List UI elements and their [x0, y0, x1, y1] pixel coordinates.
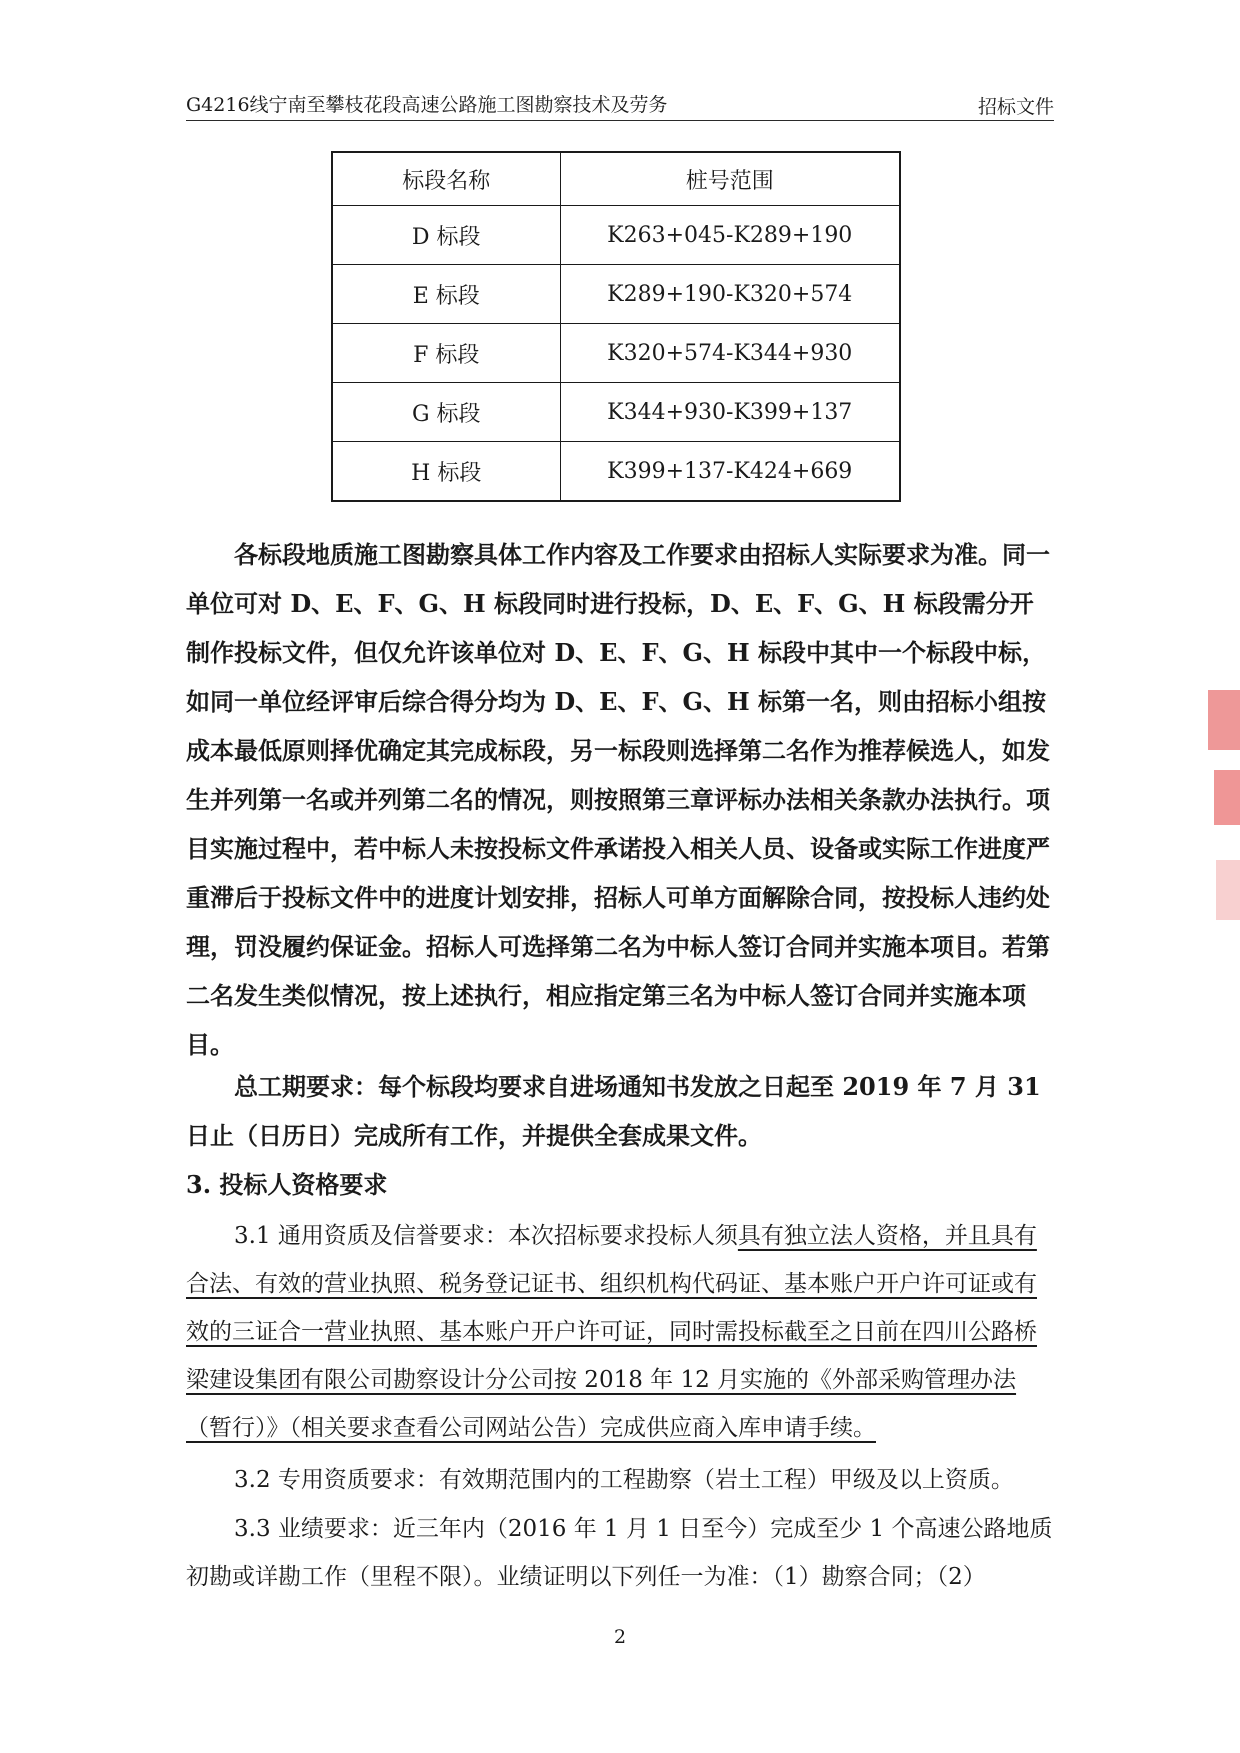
segment-name: E 标段	[332, 265, 560, 324]
segment-range: K263+045-K289+190	[560, 206, 900, 265]
page-header	[186, 88, 1054, 121]
segment-range: K344+930-K399+137	[560, 383, 900, 442]
segment-name: D 标段	[332, 206, 560, 265]
header-doc-type: 招标文件	[977, 96, 1054, 118]
section-3-title: 3. 投标人资格要求	[186, 1170, 388, 1199]
table-row	[332, 324, 900, 383]
column-header-range: 桩号范围	[560, 152, 900, 206]
segment-name: G 标段	[332, 383, 560, 442]
table-row	[332, 206, 900, 265]
segment-range: K399+137-K424+669	[560, 442, 900, 502]
segment-name: H 标段	[332, 442, 560, 502]
header-title: G4216线宁南至攀枝花段高速公路施工图勘察技术及劳务	[186, 94, 668, 116]
bidding-rules-paragraph: 各标段地质施工图勘察具体工作内容及工作要求由招标人实际要求为准。同一单位可对 D、E、F、G、H 标段同时进行投标，D、E、F、G、H 标段需分开制作投标文件，但仅允许该单位对 D、E、F、G、H 标段中其中一个标段中标，如同一单位经评审后综合得分均为 D、E、F、G、H 标第一名，则由招标小组按成本最低原则择优确定其完成标段，另一标段则选择第二名作为推荐候选人，如发生并列第一名或并列第二名的情况，则按照第三章评标办法相关条款办法执行。项目实施过程中，若中标人未按投标文件承诺投入相关人员、设备或实际工作进度严重滞后于投标文件中的进度计划安排，招标人可单方面解除合同，按投标人违约处理，罚没履约保证金。招标人可选择第二名为中标人签订合同并实施本项目。若第二名发生类似情况，按上述执行，相应指定第三名为中标人签订合同并实施本项目。	[186, 540, 1050, 1059]
table-row	[332, 265, 900, 324]
table-row	[332, 383, 900, 442]
seal-stamp-fragment	[1214, 770, 1240, 825]
table-row	[332, 442, 900, 502]
seal-stamp-fragment	[1208, 690, 1240, 750]
segment-table	[331, 151, 901, 502]
segment-name: F 标段	[332, 324, 560, 383]
table-header-row	[332, 152, 900, 206]
column-header-name: 标段名称	[332, 152, 560, 206]
seal-stamp-fragment	[1216, 860, 1240, 920]
schedule-paragraph: 总工期要求：每个标段均要求自进场通知书发放之日起至 2019 年 7 月 31 日止（日历日）完成所有工作，并提供全套成果文件。	[186, 1072, 1041, 1150]
requirement-3-1-underlined: 具有独立法人资格，并且具有合法、有效的营业执照、税务登记证书、组织机构代码证、基本账户开户许可证或有效的三证合一营业执照、基本账户开户许可证，同时需投标截至之日前在四川公路桥梁建设集团有限公司勘察设计分公司按 2018 年 12 月实施的《外部采购管理办法（暂行）》（相关要求查看公司网站公告）完成供应商入库申请手续。	[186, 1223, 1037, 1441]
page-number: 2	[613, 1626, 627, 1648]
requirement-3-1-prefix: 3.1 通用资质及信誉要求：本次招标要求投标人须	[234, 1223, 738, 1249]
requirement-3-3: 3.3 业绩要求：近三年内（2016 年 1 月 1 日至今）完成至少 1 个高速公路地质初勘或详勘工作（里程不限）。业绩证明以下列任一为准：（1）勘察合同；（2）	[186, 1516, 1053, 1590]
requirement-3-2: 3.2 专用资质要求：有效期范围内的工程勘察（岩土工程）甲级及以上资质。	[234, 1467, 1014, 1493]
segment-range: K320+574-K344+930	[560, 324, 900, 383]
requirement-3-1	[186, 1212, 1054, 1452]
segment-range: K289+190-K320+574	[560, 265, 900, 324]
